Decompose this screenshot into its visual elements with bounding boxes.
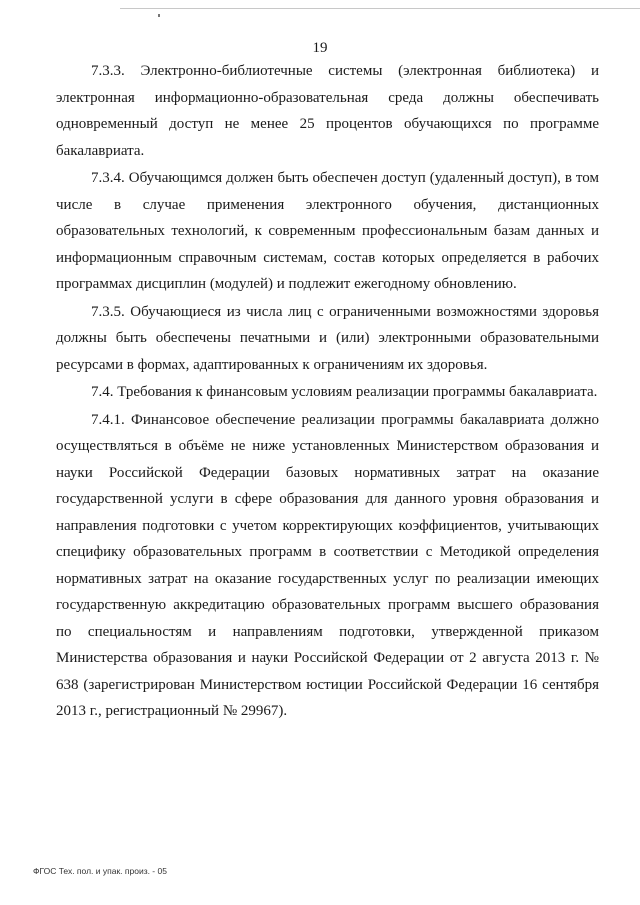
page-number: 19 (312, 40, 328, 56)
paragraph-7-4-1: 7.4.1. Финансовое обеспечение реализации программы бакалавриата должно осуществляться в объёме не ниже установленных Министерством образования и науки Российской Федерации базовых нормативных затрат на оказание государственной услуги в сфере образования для данного уровня образования и направления подготовки с учетом корректирующих коэффициентов, учитывающих специфику образовательных программ в соответствии с Методикой определения нормативных затрат на оказание государственных услуг по реализации имеющих государственную аккредитацию образовательных программ высшего образования по специальностям и направлениям подготовки, утвержденной приказом Министерства образования и науки Российской Федерации от 2 августа 2013 г. № 638 (зарегистрирован Министерством юстиции Российской Федерации 16 сентября 2013 г., регистрационный № 29967). (56, 411, 599, 719)
paragraph-7-3-3: 7.3.3. Электронно-библиотечные системы (электронная библиотека) и электронная информационно-образовательная среда должны обеспечивать одновременный доступ не менее 25 процентов обучающихся по программе бакалавриата. (56, 63, 599, 159)
paragraph-7-4: 7.4. Требования к финансовым условиям реализации программы бакалавриата. (91, 384, 598, 400)
body-text (56, 58, 599, 725)
scan-edge-line (120, 8, 640, 9)
page-footer: ФГОС Тех. пол. и упак. произ. - 05 (33, 866, 167, 876)
scan-speck (158, 14, 160, 17)
paragraph-7-3-4: 7.3.4. Обучающимся должен быть обеспечен доступ (удаленный доступ), в том числе в случае применения электронного обучения, дистанционных образовательных технологий, к современным профессиональным базам данных и информационным справочным системам, состав которых определяется в рабочих программах дисциплин (модулей) и подлежит ежегодному обновлению. (56, 170, 599, 292)
paragraph-7-3-5: 7.3.5. Обучающиеся из числа лиц с ограниченными возможностями здоровья должны быть обеспечены печатными и (или) электронными образовательными ресурсами в формах, адаптированных к ограничениям их здоровья. (56, 303, 599, 373)
